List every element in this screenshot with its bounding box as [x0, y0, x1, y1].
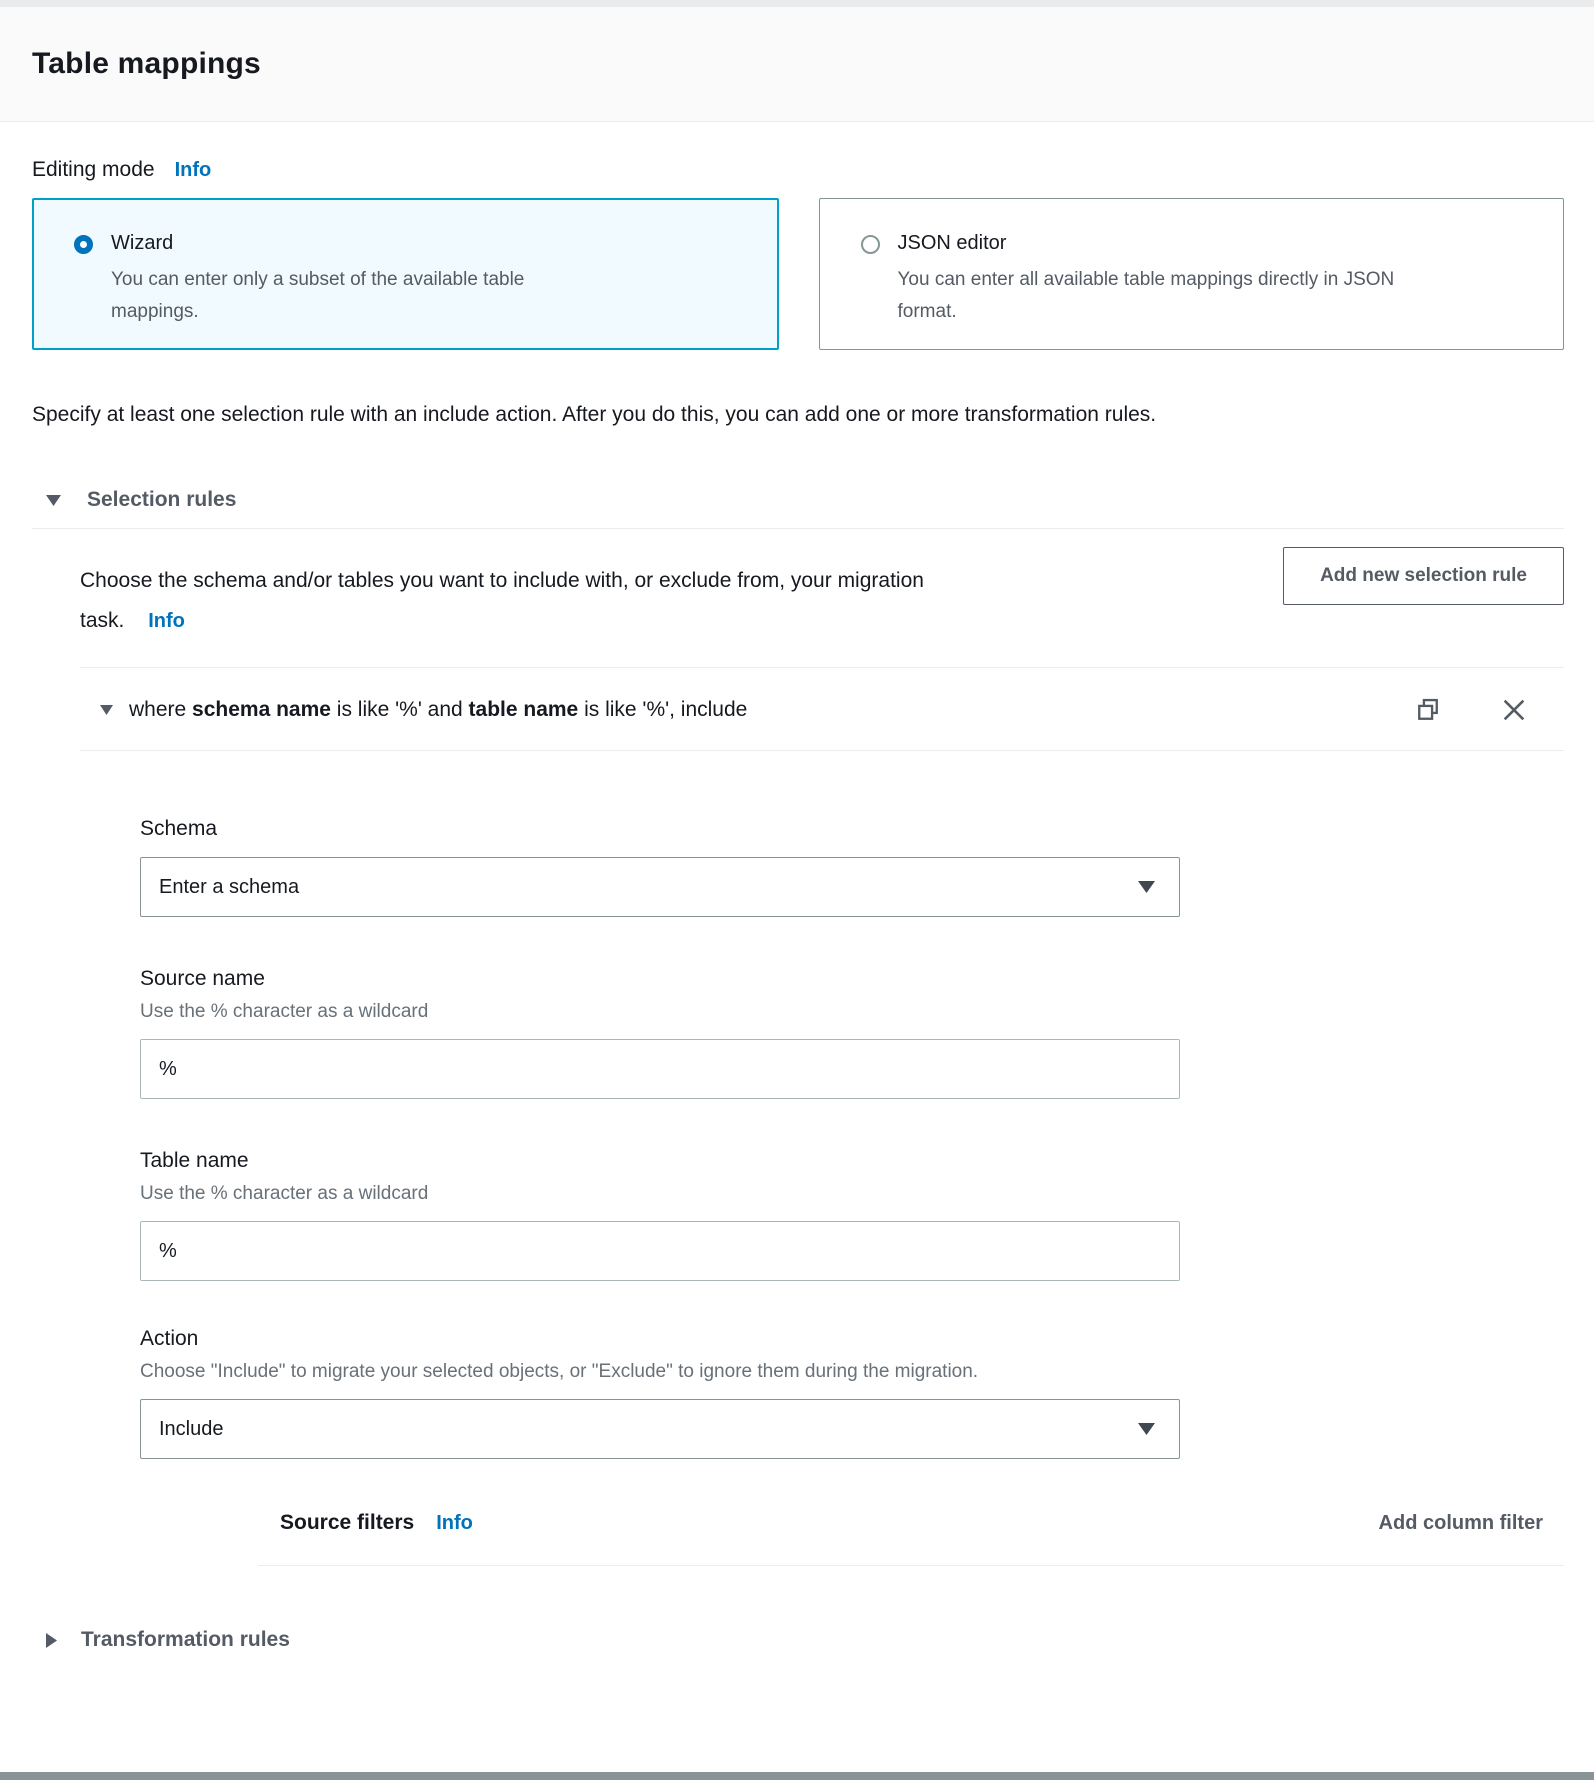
rule-summary-table-name: table name: [468, 698, 579, 721]
rule-summary-where: where: [129, 698, 193, 721]
json-editor-option-label: JSON editor: [897, 232, 1007, 254]
selection-rule-summary: [129, 698, 747, 722]
wizard-option-description: You can enter only a subset of the available table mappings.: [111, 269, 525, 322]
source-filters-row: [280, 1511, 1564, 1535]
wizard-option-text: [111, 232, 616, 328]
editing-mode-info-link[interactable]: Info: [174, 159, 212, 181]
table-name-field: [140, 1149, 1180, 1281]
action-field: [140, 1327, 1180, 1459]
action-label: Action: [140, 1327, 199, 1350]
chevron-down-icon: [100, 705, 113, 715]
selection-rules-description: [80, 547, 940, 641]
selection-rule-summary-row[interactable]: [100, 696, 1564, 724]
transformation-rules-header[interactable]: [32, 1628, 1564, 1652]
page-title: Table mappings: [32, 47, 261, 80]
remove-rule-button[interactable]: [1500, 696, 1528, 724]
editing-mode-options: [32, 198, 1564, 350]
rule-summary-tail: is like '%', include: [578, 698, 748, 721]
json-editor-option-description: You can enter all available table mappings directly in JSON format.: [897, 269, 1395, 322]
page-header: [0, 7, 1594, 122]
rule-actions: [1414, 696, 1528, 724]
add-new-selection-rule-button[interactable]: Add new selection rule: [1283, 547, 1564, 605]
source-name-label: Source name: [140, 967, 265, 990]
divider: [80, 667, 1564, 668]
wizard-option-label: Wizard: [111, 232, 174, 254]
table-name-label: Table name: [140, 1149, 249, 1172]
json-editor-option-text: [898, 232, 1403, 328]
selection-rules-description-text: Choose the schema and/or tables you want to include with, or exclude from, your migration task.: [80, 569, 924, 632]
editing-mode-row: [32, 158, 1564, 182]
editing-mode-label: Editing mode: [32, 158, 155, 181]
table-name-hint: Use the % character as a wildcard: [140, 1183, 429, 1204]
source-name-hint: Use the % character as a wildcard: [140, 1001, 429, 1022]
source-name-input[interactable]: [159, 1058, 1155, 1081]
selection-rule-form: [140, 817, 1180, 1459]
action-select-value: Include: [159, 1417, 224, 1440]
schema-select[interactable]: [140, 857, 1180, 917]
action-select[interactable]: [140, 1399, 1180, 1459]
wizard-option-card[interactable]: [32, 198, 779, 350]
chevron-down-icon: [46, 495, 61, 506]
chevron-down-icon: [1138, 881, 1155, 893]
add-column-filter-button[interactable]: Add column filter: [1378, 1512, 1543, 1534]
json-editor-option-card[interactable]: [819, 198, 1565, 350]
divider: [80, 750, 1564, 751]
schema-label: Schema: [140, 817, 218, 840]
duplicate-rule-button[interactable]: [1414, 696, 1442, 724]
json-editor-radio[interactable]: [861, 235, 880, 254]
table-name-input[interactable]: [159, 1240, 1155, 1263]
selection-rules-info-link[interactable]: Info: [148, 610, 185, 632]
chevron-right-icon: [46, 1633, 57, 1648]
copy-icon: [1414, 696, 1442, 724]
divider: [258, 1565, 1564, 1566]
source-filters-info-link[interactable]: Info: [436, 1512, 473, 1534]
schema-select-value: Enter a schema: [159, 875, 300, 898]
table-mappings-panel: [0, 158, 1594, 1652]
close-icon: [1500, 696, 1528, 724]
table-name-input-wrap: [140, 1221, 1180, 1281]
chevron-down-icon: [1138, 1423, 1155, 1435]
transformation-rules-title: Transformation rules: [81, 1628, 290, 1651]
wizard-radio[interactable]: [74, 235, 93, 254]
top-strip: [0, 0, 1594, 7]
divider: [32, 528, 1564, 529]
selection-rules-description-row: [80, 547, 1564, 641]
action-hint: Choose "Include" to migrate your selected objects, or "Exclude" to ignore them during the migration.: [140, 1361, 979, 1382]
source-name-field: [140, 967, 1180, 1099]
source-filters-label: Source filters: [280, 1511, 415, 1534]
rule-summary-mid: is like '%' and: [330, 698, 469, 721]
selection-rules-title: Selection rules: [87, 488, 237, 511]
source-name-input-wrap: [140, 1039, 1180, 1099]
rule-summary-schema-name: schema name: [192, 698, 331, 721]
intro-text: Specify at least one selection rule with an include action. After you do this, you can add one or more transformation rules.: [32, 403, 1157, 426]
selection-rules-header[interactable]: [32, 488, 1564, 512]
schema-field: [140, 817, 1180, 917]
bottom-scrollbar[interactable]: [0, 1772, 1594, 1780]
